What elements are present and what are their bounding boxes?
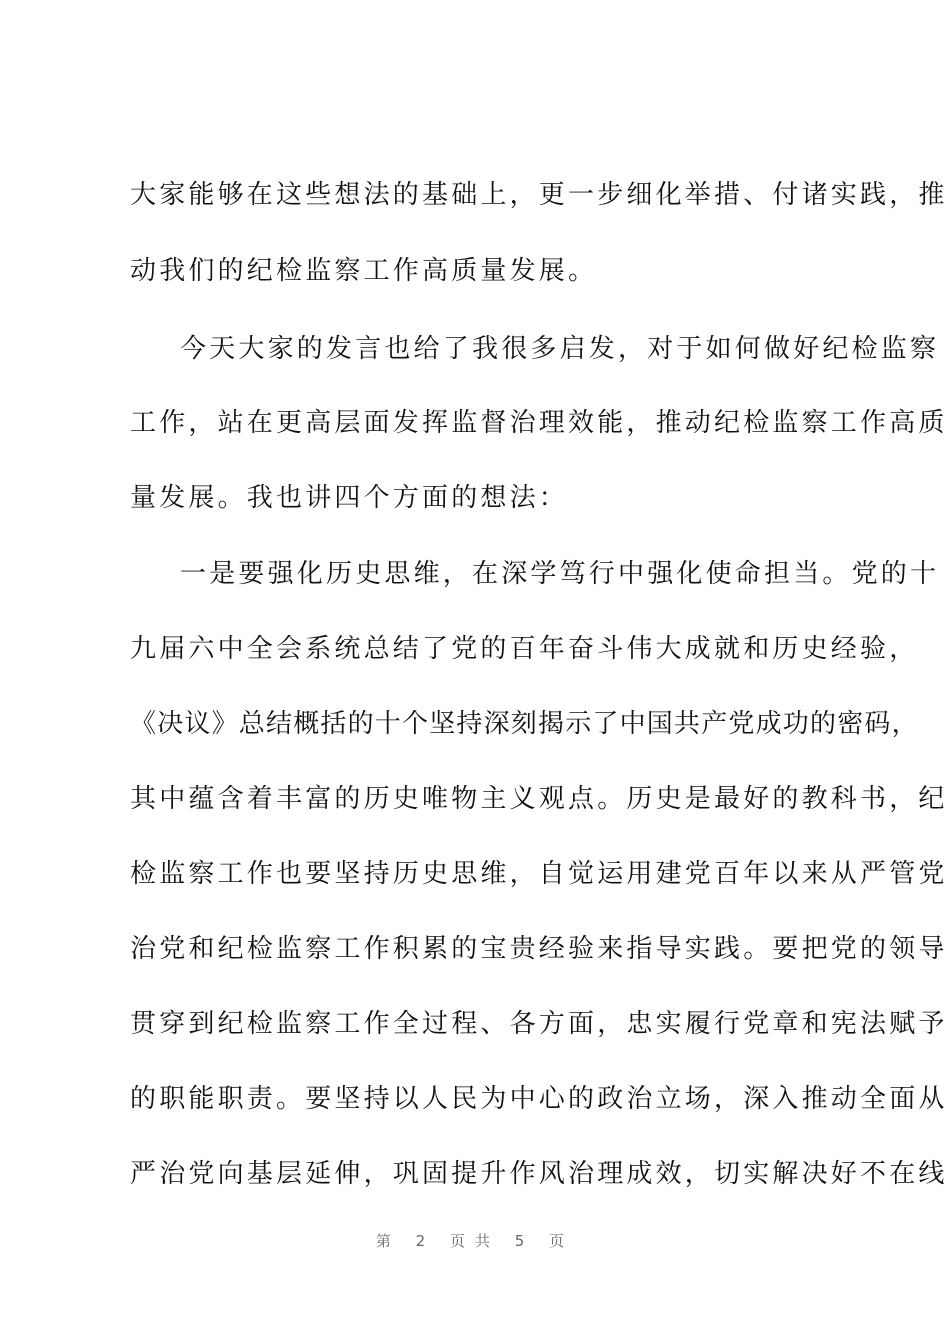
text-line-4: 工作，站在更高层面发挥监督治理效能，推动纪检监察工作高质: [130, 408, 948, 438]
text-line-5: 量发展。我也讲四个方面的想法：: [130, 483, 569, 513]
text-line-6: 一是要强化历史思维，在深学笃行中强化使命担当。党的十: [180, 559, 940, 589]
page-footer: 第 2 页共 5 页: [375, 1232, 575, 1250]
text-line-7: 九届六中全会系统总结了党的百年奋斗伟大成就和历史经验，: [130, 634, 919, 664]
text-line-13: 的职能职责。要坚持以人民为中心的政治立场，深入推动全面从: [130, 1084, 948, 1114]
text-line-11: 治党和纪检监察工作积累的宝贵经验来指导实践。要把党的领导: [130, 934, 948, 964]
text-line-3: 今天大家的发言也给了我很多启发，对于如何做好纪检监察: [180, 334, 940, 364]
text-line-14: 严治党向基层延伸，巩固提升作风治理成效，切实解决好不在线: [130, 1159, 948, 1189]
text-line-9: 其中蕴含着丰富的历史唯物主义观点。历史是最好的教科书，纪: [130, 784, 948, 814]
text-line-8: 《决议》总结概括的十个坚持深刻揭示了中国共产党成功的密码，: [130, 709, 919, 739]
text-line-10: 检监察工作也要坚持历史思维，自觉运用建党百年以来从严管党: [130, 859, 948, 889]
text-line-1: 大家能够在这些想法的基础上，更一步细化举措、付诸实践，推: [130, 180, 948, 210]
text-line-12: 贯穿到纪检监察工作全过程、各方面，忠实履行党章和宪法赋予: [130, 1009, 948, 1039]
text-line-2: 动我们的纪检监察工作高质量发展。: [130, 256, 598, 286]
